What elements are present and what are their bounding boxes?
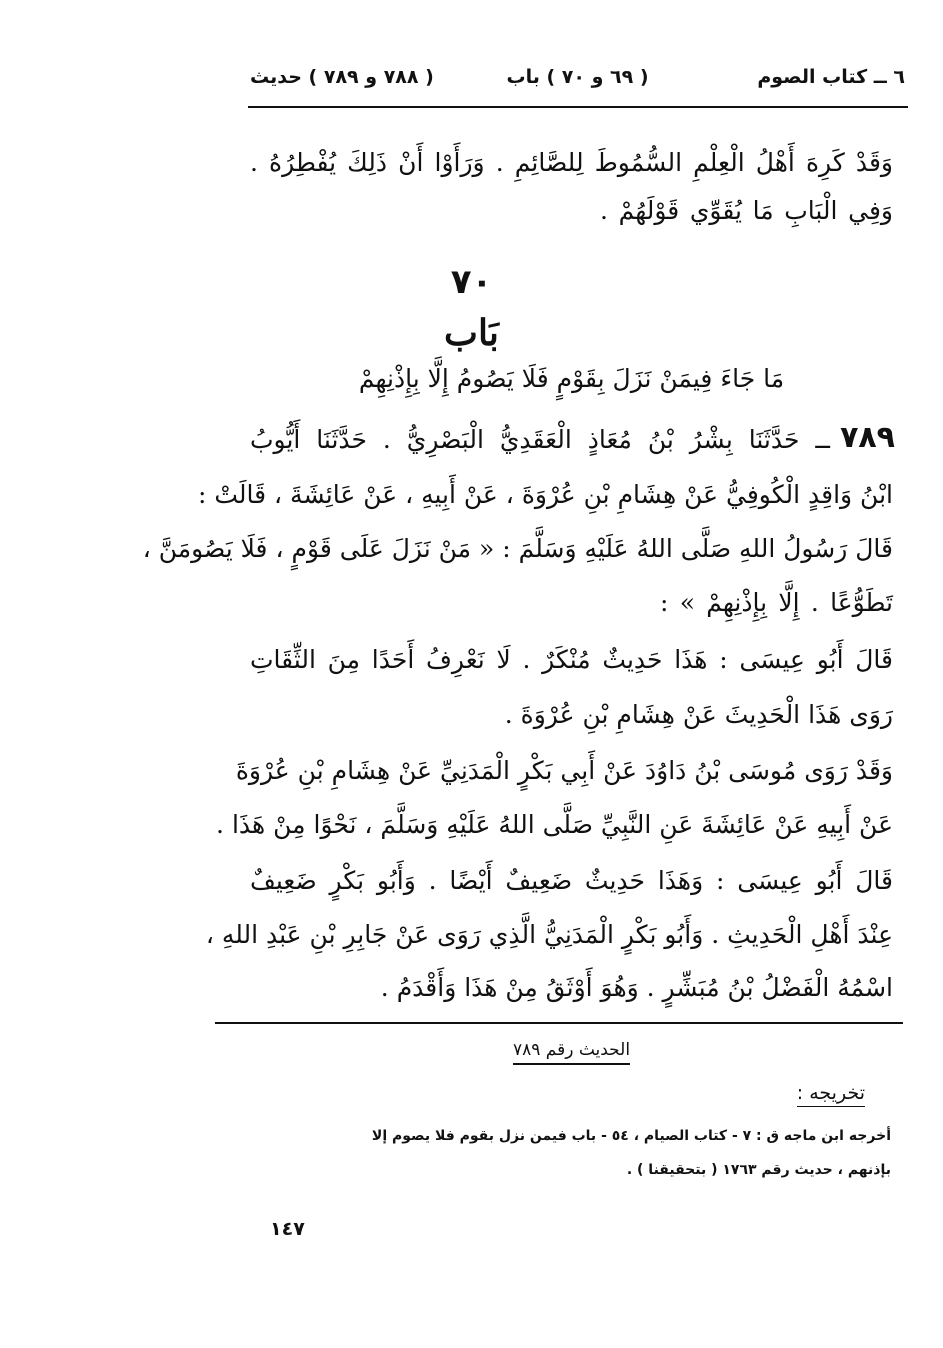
takhrij-label bbox=[797, 1082, 865, 1104]
chapter-number: ٧٠ bbox=[450, 262, 493, 302]
running-header bbox=[250, 62, 905, 96]
footnote-line-1: أخرجه ابن ماجه ق : ٧ - كتاب الصيام ، ٥٤ - باب فيمن نزل بقوم فلا يصوم إلا bbox=[371, 1128, 891, 1144]
hadith-line-2: ابْنُ وَاقِدٍ الْكُوفِيُّ عَنْ هِشَامِ بْنِ عُرْوَةَ ، عَنْ أَبِيهِ ، عَنْ عَائِشَةَ ، قَالَتْ : bbox=[197, 480, 893, 509]
commentary-3-line-2: عِنْدَ أَهْلِ الْحَدِيثِ . وَأَبُو بَكْرٍ الْمَدَنِيُّ الَّذِي رَوَى عَنْ جَابِرِ بْنِ عَبْدِ اللهِ ، bbox=[205, 920, 893, 949]
footnote-heading-text: الحديث رقم ٧٨٩ bbox=[513, 1040, 630, 1065]
chapter-title: بَاب bbox=[444, 312, 499, 354]
header-chapter-range: ( ٦٩ و ٧٠ ) باب bbox=[506, 66, 649, 88]
commentary-1-line-1: قَالَ أَبُو عِيسَى : هَذَا حَدِيثٌ مُنْكَرٌ . لَا نَعْرِفُ أَحَدًا مِنَ الثِّقَاتِ bbox=[250, 645, 893, 674]
hadith-line-4: تَطَوُّعًا . إِلَّا بِإِذْنِهِمْ » : bbox=[660, 588, 893, 617]
intro-line-1: وَقَدْ كَرِهَ أَهْلُ الْعِلْمِ السُّمُوطَ لِلصَّائِمِ . وَرَأَوْا أَنْ ذَلِكَ يُفْطِرُهُ . bbox=[250, 148, 893, 177]
commentary-2-line-1: وَقَدْ رَوَى مُوسَى بْنُ دَاوُدَ عَنْ أَبِي بَكْرٍ الْمَدَنِيِّ عَنْ هِشَامِ بْنِ عُرْوَةَ bbox=[235, 756, 893, 785]
takhrij-label-text: تخريجه : bbox=[797, 1082, 865, 1107]
hadith-line-3: قَالَ رَسُولُ اللهِ صَلَّى اللهُ عَلَيْهِ وَسَلَّمَ : « مَنْ نَزَلَ عَلَى قَوْمٍ ، فَلَا يَصُومَنَّ ، bbox=[142, 534, 893, 563]
commentary-3-line-3: اسْمُهُ الْفَضْلُ بْنُ مُبَشِّرٍ . وَهُوَ أَوْثَقُ مِنْ هَذَا وَأَقْدَمُ . bbox=[380, 973, 893, 1002]
header-hadith-range: ( ٧٨٨ و ٧٨٩ ) حديث bbox=[250, 66, 434, 88]
footnote-divider bbox=[215, 1022, 903, 1024]
commentary-2-line-2: عَنْ أَبِيهِ عَنْ عَائِشَةَ عَنِ النَّبِيِّ صَلَّى اللهُ عَلَيْهِ وَسَلَّمَ ، نَحْوًا مِنْ هَذَا . bbox=[216, 810, 893, 839]
hadith-line-1: ــ حَدَّثَنَا بِشْرُ بْنُ مُعَاذٍ الْعَقَدِيُّ الْبَصْرِيُّ . حَدَّثَنَا أَيُّوبُ bbox=[250, 425, 830, 454]
hadith-number: ٧٨٩ bbox=[840, 420, 895, 455]
commentary-3-line-1: قَالَ أَبُو عِيسَى : وَهَذَا حَدِيثٌ ضَعِيفٌ أَيْضًا . وَأَبُو بَكْرٍ ضَعِيفٌ bbox=[250, 866, 893, 895]
footnote-line-2: بإذنهم ، حديث رقم ١٧٦٣ ( بتحقيقنا ) . bbox=[626, 1162, 891, 1178]
header-divider bbox=[248, 106, 908, 108]
header-book-title: ٦ ــ كتاب الصوم bbox=[757, 66, 905, 88]
intro-line-2: وَفِي الْبَابِ مَا يُقَوِّي قَوْلَهُمْ . bbox=[600, 196, 893, 225]
chapter-subtitle: مَا جَاءَ فِيمَنْ نَزَلَ بِقَوْمٍ فَلَا يَصُومُ إِلَّا بِإِذْنِهِمْ bbox=[358, 364, 785, 393]
footnote-heading bbox=[250, 1040, 893, 1060]
page-number: ١٤٧ bbox=[270, 1218, 305, 1240]
commentary-1-line-2: رَوَى هَذَا الْحَدِيثَ عَنْ هِشَامِ بْنِ عُرْوَةَ . bbox=[504, 700, 893, 729]
